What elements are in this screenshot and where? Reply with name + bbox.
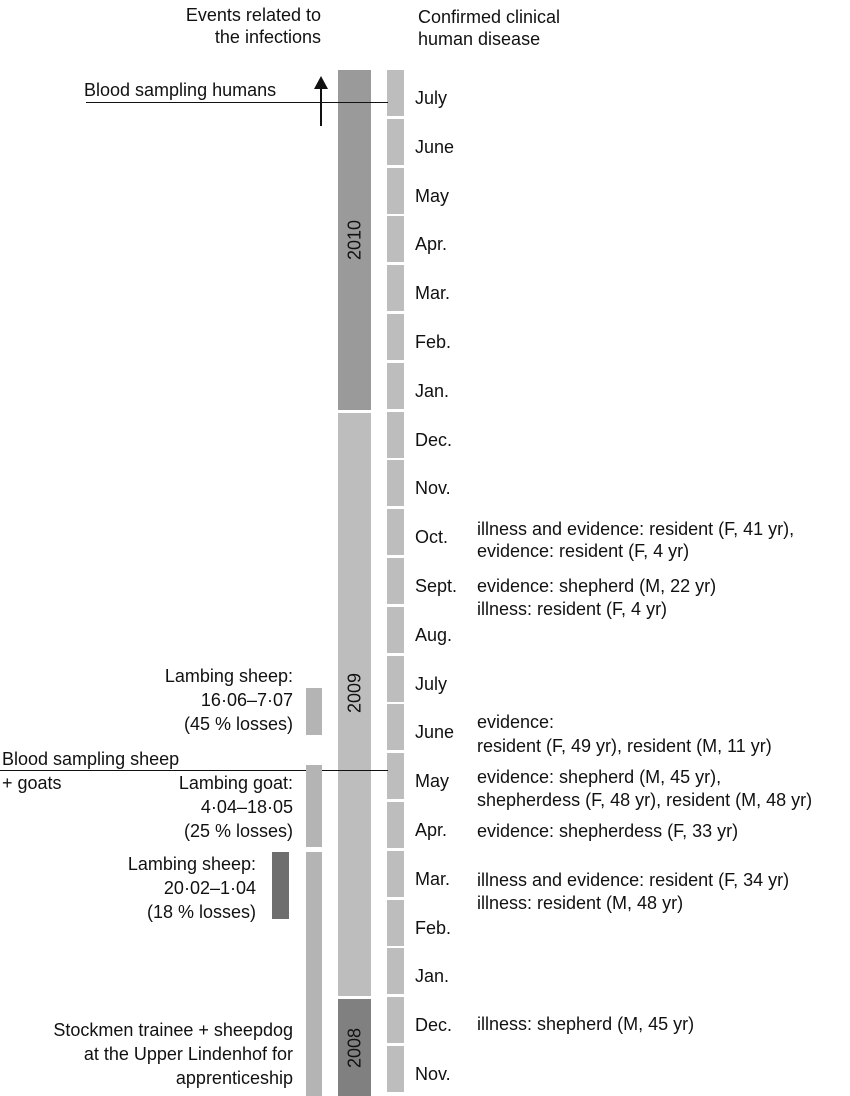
month-label: July [415,88,448,108]
note-may-2: shepherdess (F, 48 yr), resident (M, 48 yr) [477,790,813,810]
month-cell [387,948,404,994]
blood-sampling-humans-label: Blood sampling humans [84,80,277,100]
lambing-goat-title: Lambing goat: [178,773,293,793]
arrow-up-icon [314,76,328,89]
lambing-sheep-2-title: Lambing sheep: [127,854,256,874]
month-label: June [415,722,455,742]
year-bar-2009 [338,413,371,996]
note-oct-2: evidence: resident (F, 4 yr) [477,541,690,561]
month-label: Nov. [415,1064,451,1084]
events-header-line1: Events related to [185,5,321,25]
month-cell [387,314,404,360]
month-cell [387,607,404,653]
month-label: Aug. [415,625,453,645]
month-label: May [415,771,450,791]
month-cell [387,802,404,848]
month-cell [387,997,404,1043]
month-label: Jan. [415,381,450,401]
month-label: Sept. [415,576,458,596]
month-label: July [415,674,448,694]
lambing-goat-losses: (25 % losses) [183,821,293,841]
lambing-sheep-2-losses: (18 % losses) [146,902,256,922]
note-dec-1: illness: shepherd (M, 45 yr) [477,1014,695,1034]
month-cell [387,70,404,116]
month-cell [387,656,404,702]
blood-sampling-sheep-label-2: + goats [2,773,62,793]
blood-sampling-sheep-line [0,770,388,771]
month-cell [387,119,404,165]
lambing-goat-dates: 4·04–18·05 [200,797,293,817]
disease-header-line1: Confirmed clinical [418,7,561,27]
month-label: Feb. [415,332,452,352]
year-label-2009: 2009 [344,672,364,713]
note-oct-1: illness and evidence: resident (F, 41 yr), [477,519,795,539]
month-cell [387,753,404,799]
note-sept-1: evidence: shepherd (M, 22 yr) [477,576,717,596]
month-label: June [415,137,455,157]
month-label: Dec. [415,1015,453,1035]
year-label-2008: 2008 [344,1027,364,1068]
note-june-1: evidence: [477,712,555,732]
month-cell [387,168,404,214]
month-cell [387,412,404,458]
lambing-goat-bar [306,765,322,847]
note-mar-1: illness and evidence: resident (F, 34 yr) [477,870,790,890]
month-cell [387,1046,404,1092]
lambing-sheep-1-dates: 16·06–7·07 [200,690,293,710]
events-header-line2: the infections [214,27,321,47]
month-cell [387,900,404,946]
note-may-1: evidence: shepherd (M, 45 yr), [477,767,722,787]
month-label: Apr. [415,820,448,840]
stockmen-trainee-line1: Stockmen trainee + sheepdog [53,1020,293,1040]
month-label: Mar. [415,283,451,303]
month-label: Jan. [415,966,450,986]
month-cell [387,265,404,311]
month-label: Mar. [415,869,451,889]
month-label: Dec. [415,430,453,450]
month-cell [387,363,404,409]
note-sept-2: illness: resident (F, 4 yr) [477,599,668,619]
month-cell [387,216,404,262]
lambing-sheep-2-bar [272,852,289,919]
stockmen-trainee-bar [306,852,322,1096]
month-label: Apr. [415,234,448,254]
stockmen-trainee-line3: apprenticeship [175,1068,293,1088]
month-cell [387,558,404,604]
disease-header-line2: human disease [418,29,541,49]
year-bar-2010 [338,70,371,410]
blood-sampling-humans-line [86,102,388,103]
year-bar-2008 [338,999,371,1096]
note-june-2: resident (F, 49 yr), resident (M, 11 yr) [477,736,772,756]
month-label: Oct. [415,527,449,547]
lambing-sheep-2-dates: 20·02–1·04 [163,878,256,898]
month-cell [387,509,404,555]
lambing-sheep-1-bar [306,688,322,735]
lambing-sheep-1-losses: (45 % losses) [183,714,293,734]
note-mar-2: illness: resident (M, 48 yr) [477,893,684,913]
month-label: May [415,186,450,206]
month-label: Nov. [415,478,451,498]
month-cell [387,460,404,506]
stockmen-trainee-line2: at the Upper Lindenhof for [83,1044,293,1064]
month-label: Feb. [415,918,452,938]
month-cell [387,851,404,897]
note-apr-1: evidence: shepherdess (F, 33 yr) [477,821,739,841]
blood-sampling-sheep-label: Blood sampling sheep [2,749,180,769]
month-cell [387,704,404,750]
year-label-2010: 2010 [344,219,364,261]
lambing-sheep-1-title: Lambing sheep: [164,666,293,686]
